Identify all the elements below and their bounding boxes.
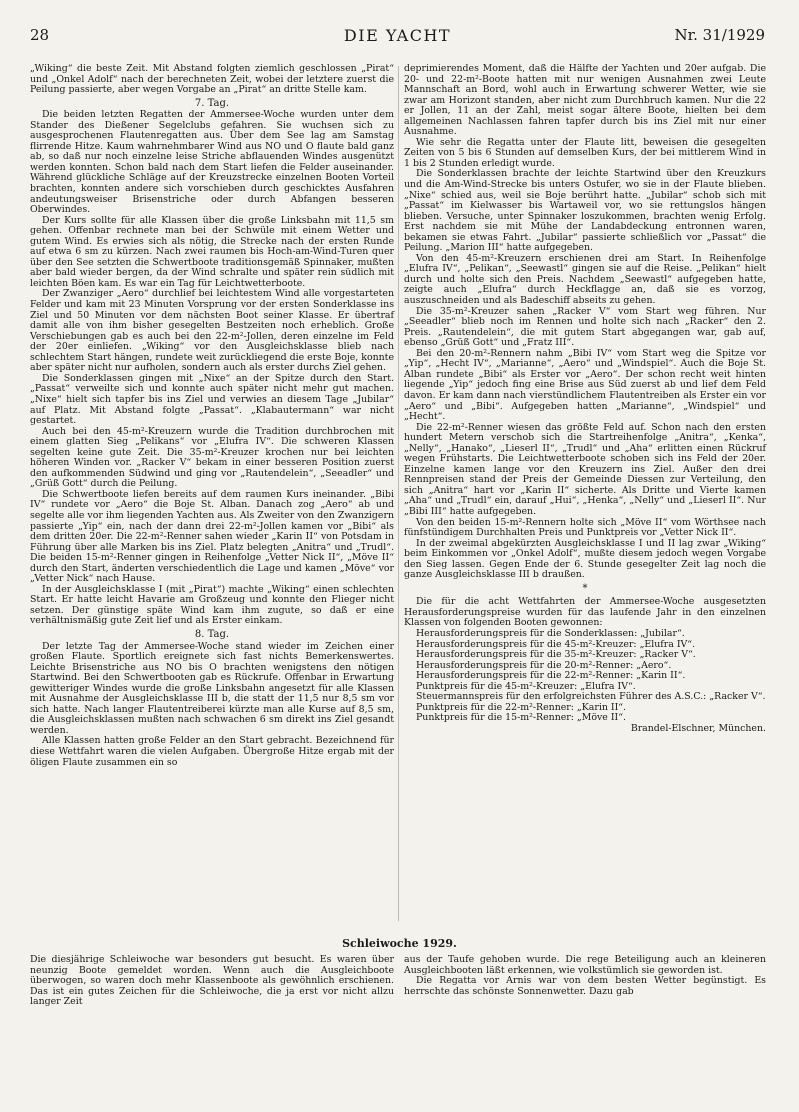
bottom-right-column xyxy=(404,955,766,997)
paragraph: In der Ausgleichsklasse I (mit „Pirat“) machte „Wiking“ einen schlechten Start. Er hatte leicht Havarie am Großzeug und konnte den Flieger nicht setzen. Der günstige späte Wind kam ihm zugute, so daß er eine verhältnismäßig gute Zeit lief und als Erster einkam. xyxy=(30,583,394,627)
prize-entry: Herausforderungspreis für die 45-m²-Kreuzer: „Elufra IV“. xyxy=(416,638,696,650)
bottom-left-column xyxy=(30,955,394,1008)
paragraph: In der zweimal abgekürzten Ausgleichsklasse I und II lag zwar „Wiking“ beim Einkommen vor „Onkel Adolf“, mußte diesem jedoch wegen Vorgabe den Sieg lassen. Gegen Ende der 6. Stunde gesegelter Zeit lag noch die ganze Ausgleichsklasse III b draußen. xyxy=(404,537,766,581)
paragraph: Die 35-m²-Kreuzer sahen „Racker V“ vom Start weg führen. Nur „Seeadler“ blieb noch im Rennen und holte sich nach „Racker“ den 2. Preis. „Rautendelein“, die mit gutem Start abgegangen war, gab auf, ebenso „Grüß Gott“ und „Fratz III“. xyxy=(404,305,766,349)
paragraph: Wie sehr die Regatta unter der Flaute litt, beweisen die gesegelten Zeiten von 5 bis 6 Stunden auf demselben Kurs, der bei mittlerem Wind in 1 bis 2 Stunden erledigt wurde. xyxy=(404,136,766,169)
section-heading-day-7: 7. Tag. xyxy=(194,97,230,109)
section-separator: * xyxy=(582,582,588,594)
prize-entry: Herausforderungspreis für die 22-m²-Renner: „Karin II“. xyxy=(416,670,686,682)
section-heading-day-8: 8. Tag. xyxy=(194,628,230,640)
paragraph: Die Sonderklassen brachte der leichte Startwind über den Kreuzkurs und die Am-Wind-Strecke bis unters Ostufer, wo sie in der Flaute blieben. „Nixe“ schied aus, weil sie Boje berührt hatte. „Jubilar“ schob sich mit „Passat“ im Kielwasser bis Wartaweil vor, wo sie rettungslos hängen blieben. Versuche, unter Spinnaker loszukommen, brachten wenig Erfolg. Erst nachdem sie mit Mühe der Landabdeckung entronnen waren, bekamen sie etwas Fahrt. „Jubilar“ passierte schließlich vor „Passat“ die Peilung. „Marion III“ hatte aufgegeben. xyxy=(404,168,766,254)
left-column xyxy=(30,64,394,768)
paragraph: Bei den 20-m²-Rennern nahm „Bibi IV“ vom Start weg die Spitze vor „Yip“, „Hecht IV“, „Marianne“, „Aero“ und „Windspiel“. Auch die Boje St. Alban rundete „Bibi“ als Erster vor „Aero“. Der schon recht weit hinten liegende „Yip“ jedoch fing eine Brise aus Süd zuerst ab und lief dem Feld davon. Er kam dann nach vierstündlichem Flautentreiben als Erster ein vor „Aero“ und „Bibi“. Aufgegeben hatten „Marianne“, „Windspiel“ und „Hecht“. xyxy=(404,347,766,423)
paragraph: Von den beiden 15-m²-Rennern holte sich „Möve II“ vom Wörthsee nach fünfstündigem Durchhalten Preis und Punktpreis vor „Vetter Nick II“. xyxy=(404,516,766,539)
paragraph: Die 22-m²-Renner wiesen das größte Feld auf. Schon nach den ersten hundert Metern verschob sich die Startreihenfolge „Anitra“, „Kenka“, „Nelly“, „Hanako“, „Lieserl II“, „Trudl“ und „Aha“ erlitten einen Rückruf wegen Frühstarts. Die Leichtwetterboote schoben sich ins Feld der 20er. Einzelne kamen lange vor den Kreuzern ins Ziel. Außer den drei Rennpreisen stand der Preis der Gemeinde Diessen zur Verteilung, den sich „Anitra“ hart vor „Karin II“ sicherte. Als Dritte und Vierte kamen „Aha“ und „Trudl“ ein, darauf „Hui“, „Henka“, „Nelly“ und „Lieserl II“. Nur „Bibi III“ hatte aufgegeben. xyxy=(404,421,766,517)
paragraph: Die Schwertboote liefen bereits auf dem raumen Kurs ineinander. „Bibi IV“ rundete vor „Aero“ die Boje St. Alban. Danach zog „Aero“ ab und segelte alle vor ihm liegenden Yachten aus. Als Zweiter von den Zwanzigern passierte „Yip“ ein, nach der dann drei 22-m²-Jollen kamen vor „Bibi“ als dem dritten 20er. Die 22-m²-Renner sahen wieder „Karin II“ von Potsdam in Führung über alle Marken bis ins Ziel. Platz belegten „Anitra“ und „Trudl“. Die beiden 15-m²-Renner gingen in Reihenfolge „Vetter Nick II“, „Möve II“ durch den Start, änderten verschiedentlich die Lage und kamen „Möve“ vor „Vetter Nick“ nach Hause. xyxy=(30,488,394,585)
paragraph: Die diesjährige Schleiwoche war besonders gut besucht. Es waren über neunzig Boote gemeldet worden. Wenn auch die Ausgleichboote überwogen, so waren doch mehr Klassenboote als gewöhnlich erschienen. Das ist ein gutes Zeichen für die Schleiwoche, die ja erst vor nicht allzu langer Zeit xyxy=(30,954,394,1008)
paragraph: Der Kurs sollte für alle Klassen über die große Linksbahn mit 11,5 sm gehen. Offenbar rechnete man bei der Schwüle mit einem Wetter und gutem Wind. Es erwies sich als nötig, die Strecke nach der ersten Runde auf etwa 6 sm zu kürzen. Nach zwei raumen bis Hoch-am-Wind-Turen quer über den See setzten die Schwertboote traditionsgemäß Spinnaker, mußten aber bald wieder bergen, da der Wind schralte und später rein südlich mit leichten Böen kam. Es war ein Tag für Leichtwetterboote. xyxy=(30,214,394,289)
paragraph: Die Regatta vor Arnis war von dem besten Wetter begünstigt. Es herrschte das schönste Sonnenwetter. Dazu gab xyxy=(404,975,766,997)
paragraph: Alle Klassen hatten große Felder an den Start gebracht. Bezeichnend für diese Wettfahrt waren die vielen Aufgaben. Übergroße Hitze ergab mit der öligen Flaute zusammen ein so xyxy=(30,735,394,768)
paragraph: aus der Taufe gehoben wurde. Die rege Beteiligung auch an kleineren Ausgleichbooten läßt erkennen, wie volkstümlich sie geworden ist. xyxy=(404,954,766,976)
right-column xyxy=(404,64,766,734)
prize-entry: Punktpreis für die 15-m²-Renner: „Möve II“. xyxy=(416,712,627,724)
paragraph: Der letzte Tag der Ammersee-Woche stand wieder im Zeichen einer großen Flaute. Sportlich ereignete sich fast nichts Bemerkenswertes. Leichte Brisenstriche aus NO bis O brachten wenigstens den nötigen Startwind. Bei den Schwertbooten gab es Rückrufe. Offenbar in Erwartung gewitteriger Windes wurde die große Linksbahn angesetzt für alle Klassen mit Ausnahme der Ausgleichsklasse III b, die statt der 11,5 nur 8,5 sm vor sich hatte. Nach langer Flautentreiberei kürzte man alle Kurse auf 8,5 sm, die Ausgleichsklassen mußten nach schwachen 6 sm direkt ins Ziel gesandt werden. xyxy=(30,640,394,736)
article-title: Schleiwoche 1929. xyxy=(342,937,457,950)
paragraph: Die beiden letzten Regatten der Ammersee-Woche wurden unter dem Stander des Dießener Segelclubs gefahren. Sie wuchsen sich zu ausgesprochenen Flautenregatten aus. Über dem See lag am Samstag flirrende Hitze. Kaum wahrnehmbarer Wind aus NO und O flaute bald ganz ab, so daß nur noch einzelne leise Striche abflauenden Windes ausgenützt werden konnten. Schon bald nach dem Start liefen die Felder auseinander. Während glückliche Schläge auf der Kreuzstrecke einzelnen Booten Vorteil brachten, konnten andere sich vorschieben durch geschicktes Ausfahren andeutungsweiser Brisenstriche oder durch Abfangen besseren Oberwindes. xyxy=(30,109,394,216)
prize-entry: Herausforderungspreis für die 20-m²-Renner: „Aero“. xyxy=(416,659,672,671)
paragraph: Der Zwanziger „Aero“ durchlief bei leichtestem Wind alle vorgestarteten Felder und kam mit 23 Minuten Vorsprung vor der ersten Sonderklasse ins Ziel und 50 Minuten vor dem nächsten Boot seiner Klasse. Er übertraf damit alle von ihm bisher gesegelten Bestzeiten noch erheblich. Große Verschiebungen gab es auch bei den 22-m²-Jollen, deren einzelne im Feld der 20er einliefen. „Wiking“ vor den Ausgleichsklasse blieb nach schlechtem Start hängen, rundete weit zurückliegend die erste Boje, konnte aber später nicht nur aufholen, sondern auch als erster durchs Ziel gehen. xyxy=(30,288,394,374)
prize-entry: Herausforderungspreis für die Sonderklassen: „Jubilar“. xyxy=(416,627,685,639)
page-header xyxy=(30,26,765,50)
magazine-title: DIE YACHT xyxy=(343,26,452,45)
paragraph: Auch bei den 45-m²-Kreuzern wurde die Tradition durchbrochen mit einem glatten Sieg „Pelikans“ vor „Elufra IV“. Die schweren Klassen segelten keine gute Zeit. Die 35-m²-Kreuzer krochen nur bei leichten höheren Winden vor. „Racker V“ bekam in einer besseren Position zuerst den aufkommenden Südwind und ging vor „Rautendelein“, „Seeadler“ und „Grüß Gott“ durch die Peilung. xyxy=(30,425,394,490)
paragraph: „Wiking“ die beste Zeit. Mit Abstand folgten ziemlich geschlossen „Pirat“ und „Onkel Adolf“ nach der berechneten Zeit, wobei der letztere zuerst die Peilung passierte, aber wegen Vorgabe an „Pirat“ an dritte Stelle kam. xyxy=(30,63,394,96)
paragraph: deprimierendes Moment, daß die Hälfte der Yachten und 20er aufgab. Die 20- und 22-m²-Boote hatten mit nur wenigen Ausnahmen zwei Leute Mannschaft an Bord, wohl auch in Erwartung schwerer Wetter, wie sie zwar am Horizont standen, aber nicht zum Durchbruch kamen. Nur die 22 er Jollen, 11 an der Zahl, meist sogar ältere Boote, hielten bei dem allgemeinen Nachlassen fahren tapfer durch bis ins Ziel mit nur einer Ausnahme. xyxy=(404,63,766,138)
prize-entry: Punktpreis für die 45-m²-Kreuzer: „Elufra IV“. xyxy=(416,680,636,692)
paragraph: Die Sonderklassen gingen mit „Nixe“ an der Spitze durch den Start. „Passat“ verweilte sich und konnte auch später nicht mehr gut machen. „Nixe“ hielt sich tapfer bis ins Ziel und verwies an diesem Tage „Jubilar“ auf Platz. Mit Abstand folgte „Passat“. „Klabautermann“ war nicht gestartet. xyxy=(30,372,394,427)
prize-entry: Steuermannspreis für den erfolgreichsten Führer des A.S.C.: „Racker V“. xyxy=(416,691,766,703)
prize-entry: Punktpreis für die 22-m²-Renner: „Karin II“. xyxy=(416,701,627,713)
author-signature: Brandel-Elschner, München. xyxy=(630,722,766,734)
paragraph: Die für die acht Wettfahrten der Ammersee-Woche ausgesetzten Herausforderungspreise wurden für das laufende Jahr in den einzelnen Klassen von folgenden Booten gewonnen: xyxy=(404,596,766,629)
paragraph: Von den 45-m²-Kreuzern erschienen drei am Start. In Reihenfolge „Elufra IV“, „Pelikan“, „Seewastl“ gingen sie auf die Reise. „Pelikan“ hielt durch und holte sich den Preis. Nachdem „Seewastl“ aufgegeben hatte, zeigte auch „Elufra“ durch Heckflagge an, daß sie es vorzog, auszuschneiden und als Badeschiff abseits zu gehen. xyxy=(404,252,766,307)
page-number: 28 xyxy=(30,26,50,44)
prize-entry: Herausforderungspreis für die 35-m²-Kreuzer: „Racker V“. xyxy=(416,649,696,661)
issue-number: Nr. 31/1929 xyxy=(674,26,765,44)
column-divider xyxy=(398,66,399,921)
